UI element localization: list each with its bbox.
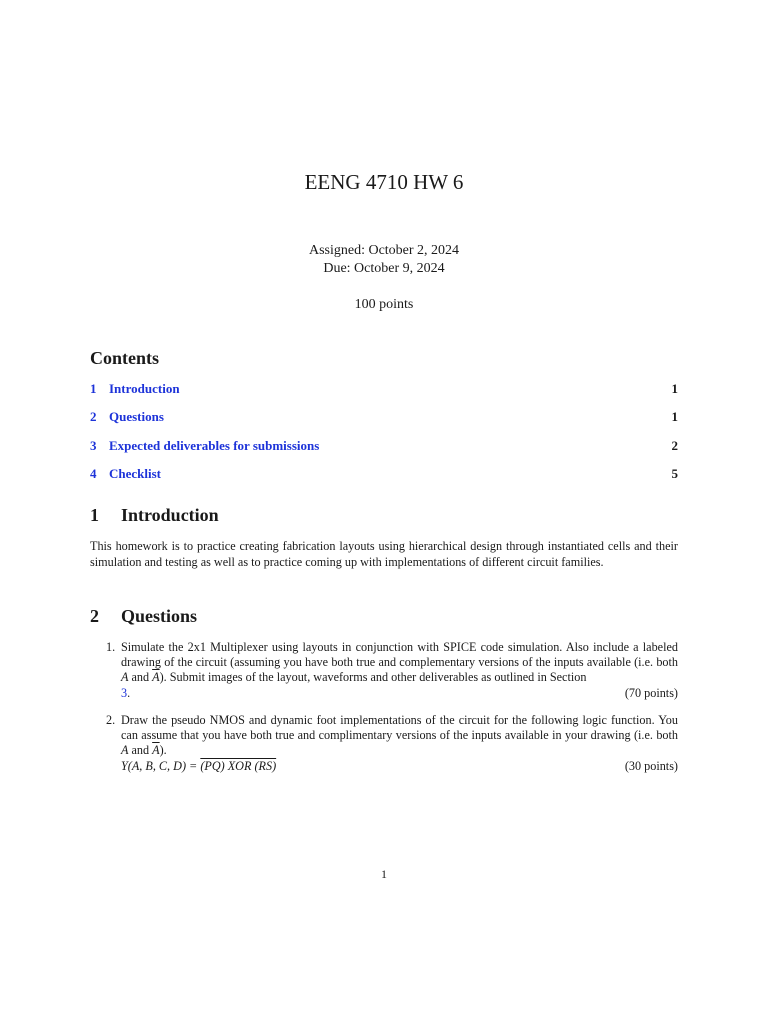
logic-formula: [121, 759, 276, 774]
question-number: 1.: [106, 640, 116, 654]
toc-item-page: 2: [671, 437, 678, 453]
question-text: and: [128, 670, 153, 685]
toc-item-questions[interactable]: [90, 409, 678, 437]
toc-item-label[interactable]: Expected deliverables for submissions: [109, 437, 320, 453]
toc-item-number[interactable]: 3: [90, 437, 97, 453]
question-1: [90, 640, 678, 701]
total-points: 100 points: [354, 297, 414, 312]
toc-item-number[interactable]: 1: [90, 381, 97, 396]
question-text: Simulate the 2x1 Multiplexer using layouts in conjunction with SPICE code simulation. Also include a labeled drawing of the circuit (assuming you have both true and complementary versions of the inputs available (i.e. both: [121, 640, 678, 670]
variable-a: A: [121, 743, 129, 758]
assigned-date: Assigned: October 2, 2024: [308, 243, 460, 258]
question-text: and: [128, 743, 153, 758]
toc-item-deliverables[interactable]: [90, 438, 678, 466]
formula-rhs: (PQ) XOR (RS): [200, 758, 277, 773]
document-title: EENG 4710 HW 6: [304, 170, 464, 194]
variable-a-bar: $\overline{A}$: [152, 670, 160, 685]
toc-item-number[interactable]: 2: [90, 409, 97, 425]
toc-item-number[interactable]: 4: [90, 465, 97, 481]
question-body: [121, 713, 678, 774]
section-number: 1: [90, 505, 99, 525]
section-title: Questions: [121, 606, 198, 626]
variable-a-bar: $\overline{A}$: [152, 743, 160, 758]
toc-item-introduction[interactable]: [90, 381, 678, 409]
question-text: .: [127, 685, 131, 700]
toc-item-label[interactable]: Questions: [109, 409, 164, 425]
formula-lhs: Y(A, B, C, D) =: [121, 758, 201, 773]
toc-item-checklist[interactable]: [90, 466, 678, 494]
question-number: 2.: [106, 713, 116, 727]
section-heading-introduction: [90, 505, 219, 526]
introduction-paragraph: This homework is to practice creating fabrication layouts using hierarchical design through instantiated cells and their simulation and testing as well as to practice coming up with implementations of different circuit families.: [90, 539, 678, 569]
question-points: (30 points): [624, 758, 678, 773]
toc-item-page: 1: [671, 409, 678, 425]
page-number: 1: [381, 867, 387, 881]
question-formula-line: [121, 759, 678, 774]
question-body: [121, 640, 678, 701]
question-last-line: [121, 686, 678, 701]
toc-item-page: 1: [671, 381, 678, 396]
toc-item-label[interactable]: Introduction: [109, 381, 180, 396]
question-points: (70 points): [624, 685, 678, 700]
question-text: ). Submit images of the layout, waveforms and other deliverables as outlined in Section: [159, 670, 587, 685]
contents-heading: Contents: [90, 348, 160, 368]
section-heading-questions: [90, 606, 197, 627]
due-date: Due: October 9, 2024: [323, 261, 445, 276]
table-of-contents: [90, 381, 678, 494]
question-2: [90, 713, 678, 774]
variable-a: A: [121, 670, 129, 685]
section-number: 2: [90, 606, 99, 626]
section-title: Introduction: [121, 505, 219, 525]
question-text: Draw the pseudo NMOS and dynamic foot implementations of the circuit for the following logic function. You can assume that you have both true and complimentary versions of the inputs available in your drawing (i.e. both: [121, 713, 678, 743]
section-reference-link[interactable]: 3: [121, 685, 128, 700]
toc-item-page: 5: [671, 465, 678, 481]
toc-item-label[interactable]: Checklist: [109, 465, 161, 481]
question-text: ).: [159, 743, 167, 758]
